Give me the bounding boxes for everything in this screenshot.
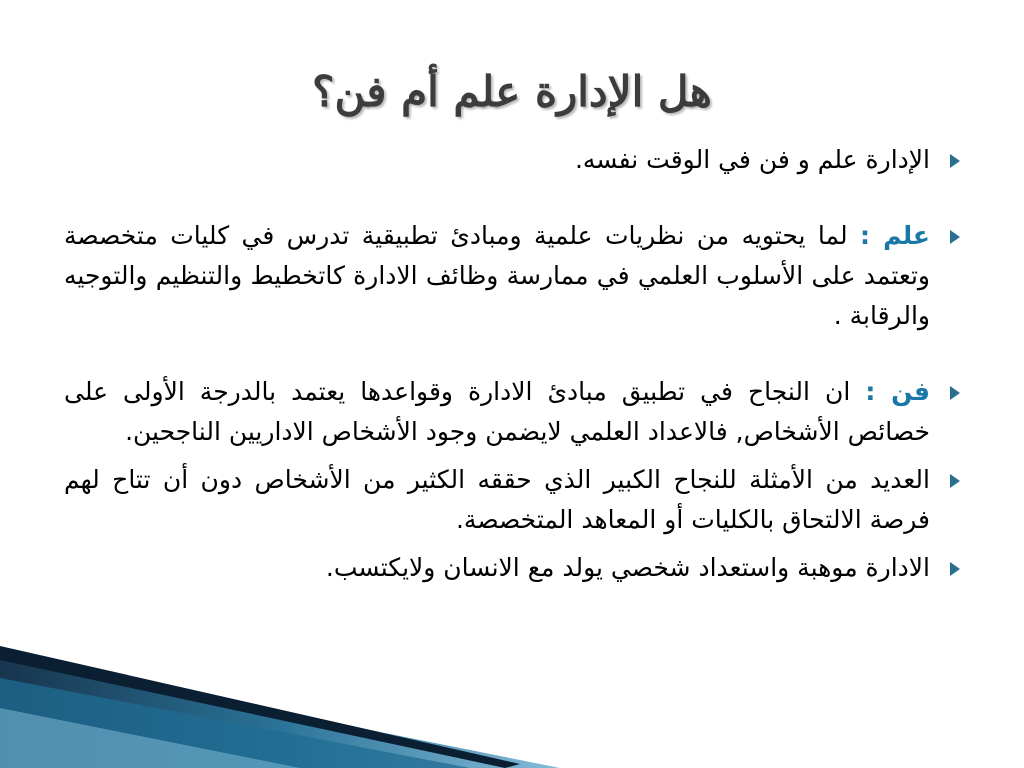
- bullet-term: فن :: [865, 377, 930, 406]
- triangle-right-icon: [950, 154, 960, 168]
- decorative-swoosh: [0, 638, 560, 768]
- triangle-right-icon: [950, 386, 960, 400]
- bullet-term: علم :: [859, 221, 931, 250]
- bullet-item: [64, 140, 964, 180]
- slide-content: [64, 140, 964, 588]
- bullet-text: العديد من الأمثلة للنجاح الكبير الذي حققه الكثير من الأشخاص دون أن تتاح لهم فرصة الالتحاق بالكليات أو المعاهد المتخصصة.: [64, 465, 930, 534]
- slide-title: هل الإدارة علم أم فن؟: [312, 67, 712, 116]
- bullet-text: لما يحتويه من نظريات علمية ومبادئ تطبيقية تدرس في كليات متخصصة وتعتمد على الأسلوب العلمي في ممارسة وظائف الادارة كاتخطيط والتنظيم والتوجيه والرقابة .: [64, 221, 930, 330]
- bullet-item: [64, 216, 964, 336]
- bullet-text: الادارة موهبة واستعداد شخصي يولد مع الانسان ولايكتسب.: [325, 553, 930, 582]
- triangle-right-icon: [950, 230, 960, 244]
- bullet-item: [64, 372, 964, 452]
- triangle-right-icon: [950, 562, 960, 576]
- bullet-text: ان النجاح في تطبيق مبادئ الادارة وقواعدها يعتمد بالدرجة الأولى على خصائص الأشخاص, فالاعداد العلمي لايضمن وجود الأشخاص الاداريين الناجحين.: [64, 377, 930, 446]
- bullet-item: [64, 460, 964, 540]
- triangle-right-icon: [950, 474, 960, 488]
- bullet-item: [64, 548, 964, 588]
- bullet-text: الإدارة علم و فن في الوقت نفسه.: [574, 145, 930, 174]
